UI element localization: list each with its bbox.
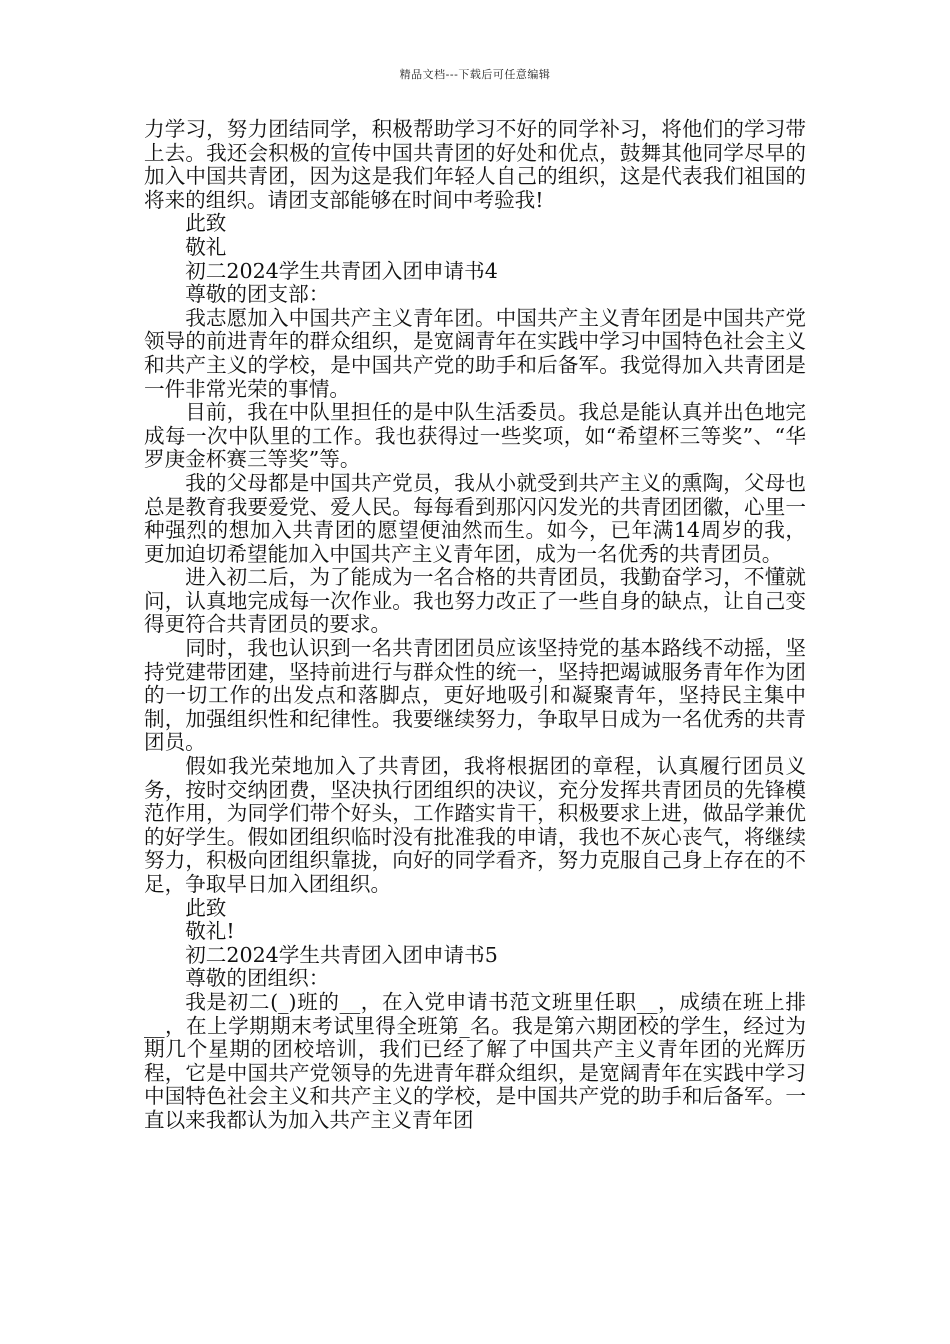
section-title: 初二2024学生共青团入团申请书5 — [185, 942, 498, 967]
page-header: 精品文档---下载后可任意编辑 — [399, 68, 551, 81]
document-body — [144, 118, 806, 1133]
paragraph: 我志愿加入中国共产主义青年团。中国共产主义青年团是中国共产党领导的前进青年的群众组织，是宽阔青年在实践中学习中国特色社会主义和共产主义的学校，是中国共产党的助手和后备军。我觉得加入共青团是一件非常光荣的事情。 — [144, 305, 806, 401]
paragraph: 力学习，努力团结同学，积极帮助学习不好的同学补习，将他们的学习带上去。我还会积极的宣传中国共青团的好处和优点，鼓舞其他同学尽早的加入中国共青团，因为这是我们年轻人自己的组织，这是代表我们祖国的将来的组织。请团支部能够在时间中考验我! — [144, 117, 806, 212]
paragraph: 此致 — [185, 895, 227, 920]
paragraph: 目前，我在中队里担任的是中队生活委员。我总是能认真并出色地完成每一次中队里的工作。我也获得过一些奖项，如“希望杯三等奖”、“华罗庚金杯赛三等奖”等。 — [144, 400, 806, 472]
paragraph: 敬礼! — [185, 919, 235, 944]
paragraph: 敬礼 — [185, 234, 227, 259]
paragraph: 我是初二(_)班的__，在入党申请书范文班里任职__，成绩在班上排__，在上学期期末考试里得全班第_名。我是第六期团校的学生，经过为期几个星期的团校培训，我们已经了解了中国共产主义青年团的光辉历程，它是中国共产党领导的先进青年群众组织，是宽阔青年在实践中学习中国特色社会主义和共产主义的学校，是中国共产党的助手和后备军。一直以来我都认为加入共产主义青年团 — [144, 989, 806, 1132]
paragraph: 同时，我也认识到一名共青团团员应该坚持党的基本路线不动摇，坚持党建带团建，坚持前进行与群众性的统一，坚持把竭诚服务青年作为团的一切工作的出发点和落脚点，更好地吸引和凝聚青年，坚持民主集中制，加强组织性和纪律性。我要继续努力，争取早日成为一名优秀的共青团员。 — [144, 636, 806, 755]
paragraph: 进入初二后，为了能成为一名合格的共青团员，我勤奋学习，不懂就问，认真地完成每一次作业。我也努力改正了一些自身的缺点，让自己变得更符合共青团员的要求。 — [144, 565, 806, 637]
section-title: 初二2024学生共青团入团申请书4 — [185, 258, 498, 283]
paragraph: 此致 — [185, 211, 227, 236]
salutation: 尊敬的团组织： — [185, 966, 330, 991]
paragraph: 假如我光荣地加入了共青团，我将根据团的章程，认真履行团员义务，按时交纳团费，坚决执行团组织的决议，充分发挥共青团员的先锋模范作用，为同学们带个好头，工作踏实肯干，积极要求上进，做品学兼优的好学生。假如团组织临时没有批准我的申请，我也不灰心丧气，将继续努力，积极向团组织靠拢，向好的同学看齐，努力克服自己身上存在的不足，争取早日加入团组织。 — [144, 754, 806, 896]
salutation: 尊敬的团支部： — [185, 282, 330, 307]
paragraph: 我的父母都是中国共产党员，我从小就受到共产主义的熏陶，父母也总是教育我要爱党、爱人民。每每看到那闪闪发光的共青团团徽，心里一种强烈的想加入共青团的愿望便油然而生。如今，已年满14周岁的我，更加迫切希望能加入中国共产主义青年团，成为一名优秀的共青团员。 — [144, 470, 806, 566]
